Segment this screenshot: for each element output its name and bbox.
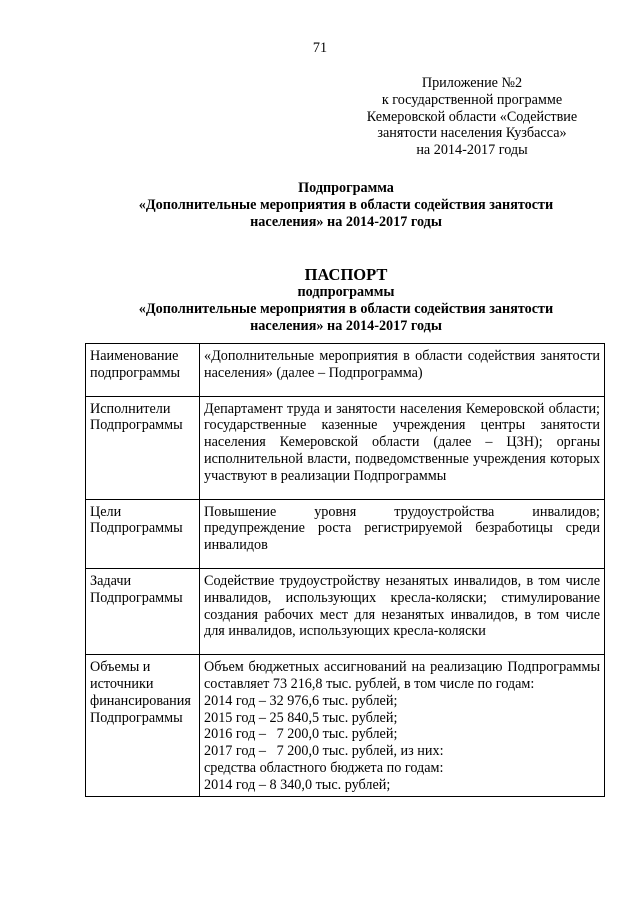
table-row [86, 568, 605, 654]
passport-heading: ПАСПОРТ [304, 265, 388, 284]
label-line: Исполнители [90, 400, 171, 417]
table-row [86, 344, 605, 397]
appendix-line: занятости населения Кузбасса» [377, 125, 567, 142]
appendix-line: Приложение №2 [421, 75, 523, 91]
row-value [200, 655, 605, 796]
funding-intro: Объем бюджетных ассигнований на реализацию Подпрограммы составляет 73 216,8 тыс. рублей, в том числе по годам: [204, 659, 600, 692]
subprogram-title [90, 180, 602, 230]
row-label [86, 655, 200, 796]
passport-line: населения» на 2014-2017 годы [250, 317, 442, 334]
title-line: «Дополнительные мероприятия в области содействия занятости [138, 196, 554, 213]
row-value: «Дополнительные мероприятия в области содействия занятости населения» (далее – Подпрограмма) [200, 344, 605, 397]
funding-line: 2014 год – 32 976,6 тыс. рублей; [204, 692, 398, 709]
table-row [86, 499, 605, 568]
appendix-note [333, 75, 611, 159]
label-line: источники [90, 675, 154, 692]
label-line: подпрограммы [90, 364, 180, 381]
title-line: населения» на 2014-2017 годы [250, 213, 442, 230]
appendix-line: на 2014-2017 годы [416, 142, 528, 159]
funding-line: средства областного бюджета по годам: [204, 759, 444, 776]
appendix-line: Кемеровской области «Содействие [366, 108, 578, 125]
label-line: финансирования [90, 692, 191, 709]
label-line: Подпрограммы [90, 520, 183, 537]
funding-line: 2015 год – 25 840,5 тыс. рублей; [204, 709, 398, 726]
row-label [86, 396, 200, 499]
label-line: Задачи [90, 572, 132, 589]
table-row [86, 655, 605, 796]
label-line: Подпрограммы [90, 417, 183, 434]
label-line: Цели [90, 503, 122, 520]
funding-line: 2017 год – 7 200,0 тыс. рублей, из них: [204, 743, 444, 760]
row-value: Департамент труда и занятости населения Кемеровской области; государственные казенные учреждения центры занятости населения Кемеровской области (далее – ЦЗН); органы исполнительной власти, подведомственные учреждения которых участвуют в реализации Подпрограммы [200, 396, 605, 499]
label-line: Подпрограммы [90, 709, 183, 726]
title-line: Подпрограмма [298, 180, 394, 196]
appendix-line: к государственной программе [381, 91, 563, 108]
row-value: Содействие трудоустройству незанятых инвалидов, в том числе инвалидов, использующих кресла-коляски; стимулирование создания рабочих мест для незанятых инвалидов, в том числе для инвалидов, использующих кресла-коляски [200, 568, 605, 654]
row-label [86, 499, 200, 568]
row-label [86, 568, 200, 654]
passport-line: подпрограммы [297, 284, 395, 300]
funding-line: 2016 год – 7 200,0 тыс. рублей; [204, 726, 398, 743]
row-value: Повышение уровня трудоустройства инвалидов; предупреждение роста регистрируемой безработицы среди инвалидов [200, 499, 605, 568]
label-line: Объемы и [90, 659, 151, 676]
row-label [86, 344, 200, 397]
table-row [86, 396, 605, 499]
passport-table [85, 343, 605, 797]
passport-line: «Дополнительные мероприятия в области содействия занятости [138, 300, 554, 317]
label-line: Наименование [90, 348, 179, 364]
funding-line: 2014 год – 8 340,0 тыс. рублей; [204, 776, 391, 793]
label-line: Подпрограммы [90, 589, 183, 606]
page-number: 71 [312, 40, 328, 56]
passport-title [90, 265, 602, 334]
